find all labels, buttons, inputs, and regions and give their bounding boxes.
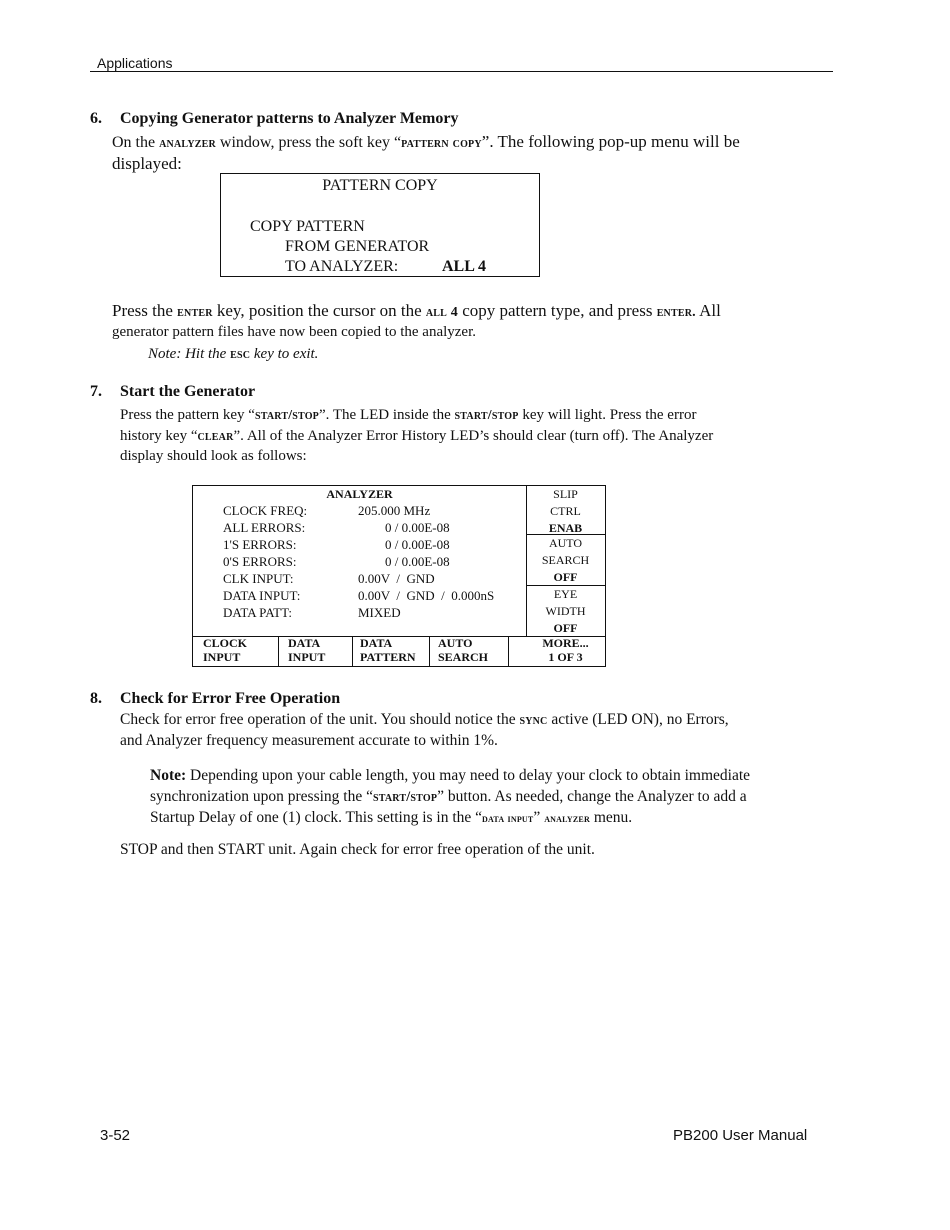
popup-line-3-value: ALL 4 [442, 258, 487, 275]
row-value: 0 / 0.00E-08 [385, 520, 450, 535]
softkey-slip-ctrl[interactable] [526, 486, 605, 537]
running-header: Applications [97, 55, 173, 71]
fkey-label: AUTO [438, 636, 473, 650]
section-7-line-1: Press the pattern key “start/stop”. The LED inside the start/stop key will light. Press the error [120, 407, 697, 423]
softkey-label: SLIP [553, 487, 578, 501]
fkey-more[interactable] [528, 636, 603, 666]
row-label: 1'S ERRORS: [223, 537, 297, 552]
softkey-auto-search[interactable] [526, 535, 605, 586]
softkey-label: AUTO [548, 536, 583, 550]
display-title: ANALYZER [326, 487, 393, 501]
row-value: MIXED [358, 605, 401, 620]
section-8-note-line-2: synchronization upon pressing the “start/stop” button. As needed, change the Analyzer to add a [150, 788, 747, 805]
header-rule [90, 71, 833, 72]
row-label: CLOCK FREQ: [223, 503, 308, 518]
softkey-state: OFF [553, 621, 578, 635]
section-7-number: 7. [90, 383, 102, 400]
softkey-eye-width[interactable] [526, 586, 605, 637]
manual-title: PB200 User Manual [673, 1127, 808, 1144]
section-8-line-1: Check for error free operation of the unit. You should notice the sync active (LED ON), no Errors, [120, 711, 729, 728]
fkey-divider [352, 636, 353, 666]
section-8-title: Check for Error Free Operation [120, 690, 341, 707]
section-6-title: Copying Generator patterns to Analyzer Memory [120, 110, 459, 127]
page-number: 3-52 [100, 1127, 131, 1144]
row-value: 0.00V / GND [358, 571, 435, 586]
section-6-number: 6. [90, 110, 102, 127]
fkey-label: CLOCK [203, 636, 248, 650]
fkey-divider [278, 636, 279, 666]
fkey-divider [429, 636, 430, 666]
row-value: 0.00V / GND / 0.000nS [358, 588, 495, 603]
section-8-final: STOP and then START unit. Again check for error free operation of the unit. [120, 841, 595, 858]
fkey-label: INPUT [203, 650, 241, 664]
fkey-auto-search[interactable] [438, 636, 488, 666]
fkey-clock-input[interactable] [203, 636, 247, 666]
fkey-divider [508, 636, 509, 666]
section-6-note: Note: Hit the esc key to exit. [148, 346, 319, 362]
popup-title: PATTERN COPY [322, 177, 438, 194]
fkey-data-pattern[interactable] [360, 636, 416, 666]
fkey-label: MORE... [542, 636, 589, 650]
section-7-title: Start the Generator [120, 383, 256, 400]
fkey-label: SEARCH [438, 650, 489, 664]
section-8-line-2: and Analyzer frequency measurement accurate to within 1%. [120, 732, 498, 749]
section-7-line-3: display should look as follows: [120, 448, 307, 464]
section-6-line-2: displayed: [112, 154, 182, 173]
softkey-label: WIDTH [545, 604, 586, 618]
softkey-state: ENAB [548, 521, 583, 535]
row-value: 205.000 MHz [358, 503, 431, 518]
section-6-para-1: Press the enter key, position the cursor on the all 4 copy pattern type, and press enter. All [112, 301, 721, 320]
popup-line-1: COPY PATTERN [250, 218, 365, 235]
softkey-state: OFF [553, 570, 578, 584]
section-6-line-1: On the analyzer window, press the soft key “pattern copy”. The following pop-up menu will be [112, 132, 740, 151]
analyzer-display [192, 485, 606, 667]
section-7-line-2: history key “clear”. All of the Analyzer Error History LED’s should clear (turn off). The Analyzer [120, 428, 714, 444]
row-value: 0 / 0.00E-08 [385, 554, 450, 569]
row-label: 0'S ERRORS: [223, 554, 297, 569]
note-label: Note: [150, 767, 187, 784]
softkey-label: SEARCH [541, 553, 590, 567]
fkey-label: 1 OF 3 [548, 650, 583, 664]
softkey-label: EYE [553, 587, 578, 601]
fkey-data-input[interactable] [288, 636, 325, 666]
section-6-para-2: generator pattern files have now been copied to the analyzer. [112, 324, 477, 340]
fkey-label: PATTERN [360, 650, 416, 664]
popup-line-2: FROM GENERATOR [285, 238, 430, 255]
row-label: CLK INPUT: [223, 571, 294, 586]
softkey-label: CTRL [550, 504, 581, 518]
row-label: DATA PATT: [223, 605, 292, 620]
row-label: DATA INPUT: [223, 588, 301, 603]
section-8-note-line-1: Note: Depending upon your cable length, you may need to delay your clock to obtain immediate [150, 767, 751, 784]
fkey-label: INPUT [288, 650, 326, 664]
pattern-copy-popup [220, 173, 540, 277]
popup-line-3: TO ANALYZER: [285, 258, 399, 275]
fkey-label: DATA [360, 636, 393, 650]
section-8-note-line-3: Startup Delay of one (1) clock. This setting is in the “data input” analyzer menu. [150, 809, 633, 826]
section-8-number: 8. [90, 690, 102, 707]
fkey-label: DATA [288, 636, 321, 650]
row-label: ALL ERRORS: [223, 520, 306, 535]
row-value: 0 / 0.00E-08 [385, 537, 450, 552]
